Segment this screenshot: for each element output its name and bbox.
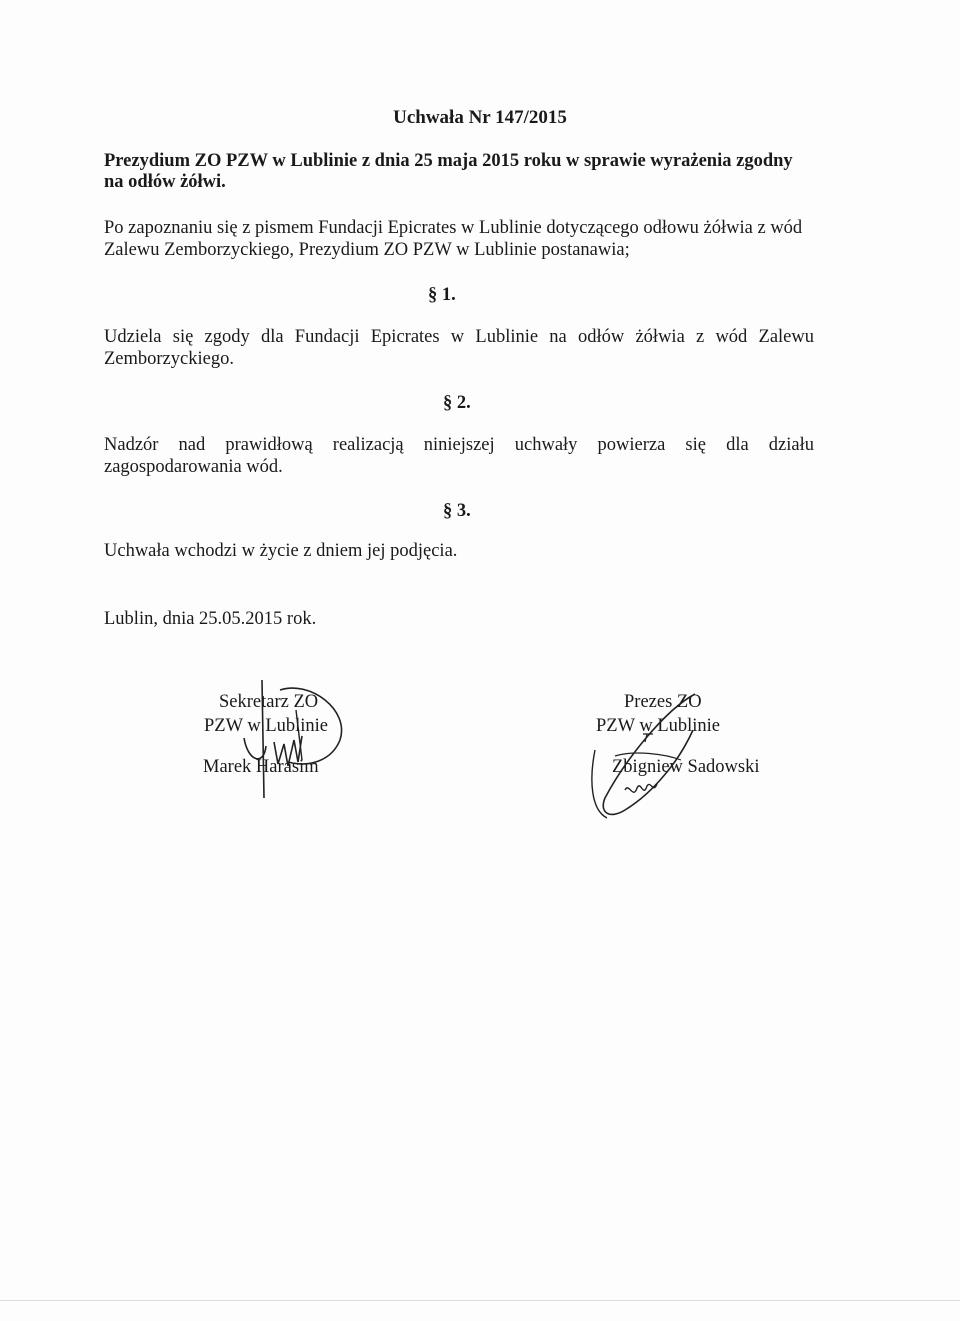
handwritten-signature-left	[240, 670, 360, 800]
place-date: Lublin, dnia 25.05.2015 rok.	[104, 609, 317, 629]
preamble-paragraph: Po zapoznaniu się z pismem Fundacji Epicrates w Lublinie dotyczącego odłowu żółwia z wód Zalewu Zemborzyckiego, Prezydium ZO PZW w Lublinie postanawia;	[104, 218, 803, 260]
section-3-text: Uchwała wchodzi w życie z dniem jej podjęcia.	[104, 541, 458, 561]
signature-right-name: Zbigniew Sadowski	[612, 757, 760, 777]
handwritten-signature-right	[585, 690, 705, 830]
document-title: Uchwała Nr 147/2015	[393, 107, 567, 128]
signature-right-org: PZW w Lublinie	[596, 716, 721, 736]
section-3-sign: § 3.	[443, 501, 471, 521]
section-2-sign: § 2.	[443, 393, 471, 413]
signature-left-role: Sekretarz ZO	[219, 692, 319, 712]
signature-right-role: Prezes ZO	[624, 692, 702, 712]
page-bottom-edge	[0, 1300, 960, 1301]
section-1-sign: § 1.	[428, 285, 456, 305]
section-1-text: Udziela się zgody dla Fundacji Epicrates w Lublinie na odłów żółwia z wód Zalewu Zemborzyckiego.	[104, 327, 814, 369]
section-2-text: Nadzór nad prawidłową realizacją niniejszej uchwały powierza się dla działu zagospodarowania wód.	[104, 435, 814, 477]
document-subject: Prezydium ZO PZW w Lublinie z dnia 25 maja 2015 roku w sprawie wyrażenia zgodny na odłów żółwi.	[104, 151, 793, 192]
signature-left-name: Marek Harasim	[203, 757, 319, 777]
signature-left-org: PZW w Lublinie	[204, 716, 329, 736]
